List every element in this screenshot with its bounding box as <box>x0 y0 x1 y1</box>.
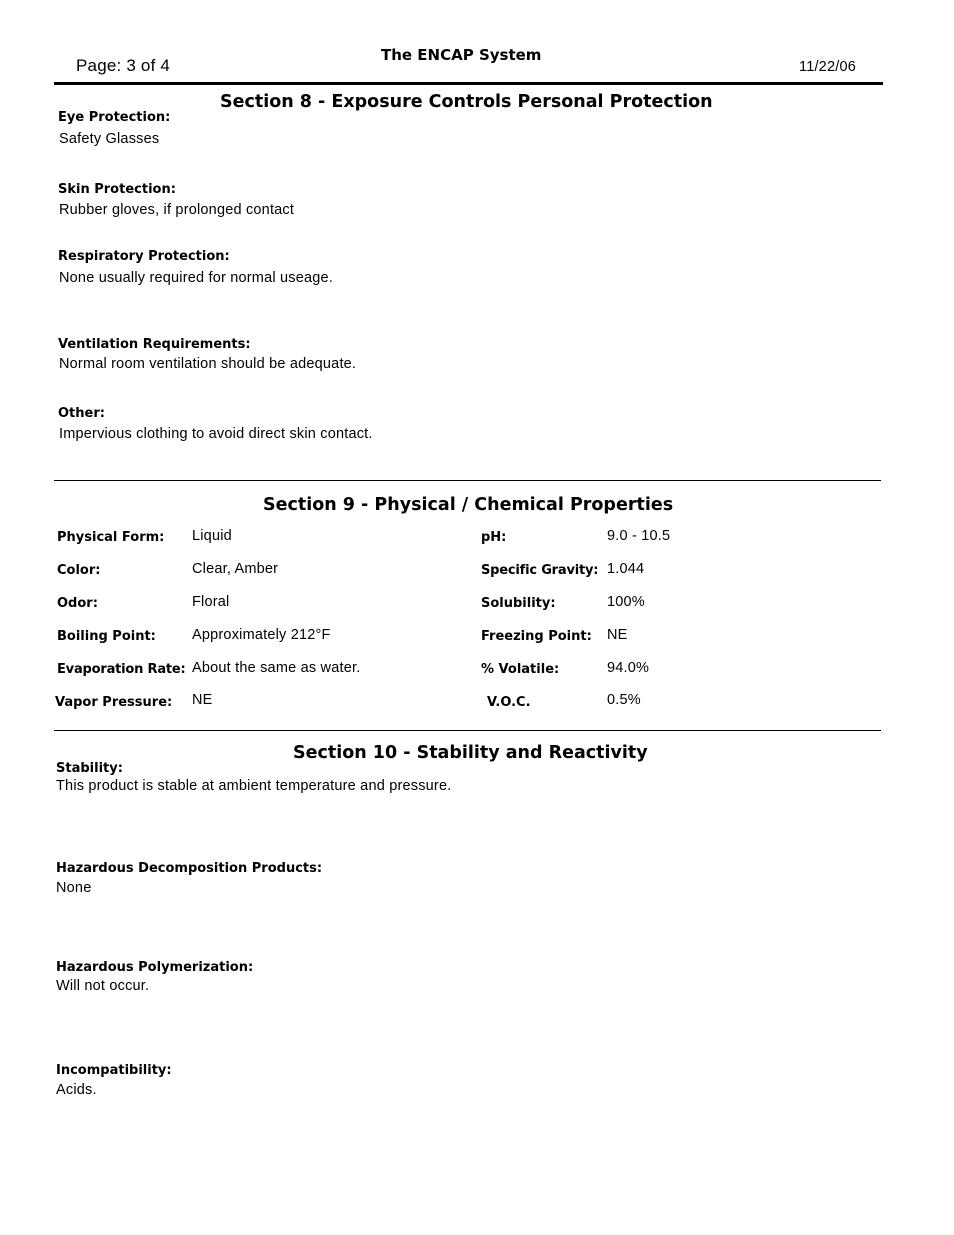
section-10-title: Section 10 - Stability and Reactivity <box>293 743 648 763</box>
section-divider <box>54 730 881 731</box>
ventilation-label: Ventilation Requirements: <box>58 337 251 352</box>
property-label: Odor: <box>57 596 98 611</box>
section-9-title: Section 9 - Physical / Chemical Properties <box>263 495 674 515</box>
property-label: Specific Gravity: <box>481 563 599 578</box>
other-label: Other: <box>58 406 105 421</box>
section-8-title: Section 8 - Exposure Controls Personal Protection <box>220 92 713 112</box>
property-label: Boiling Point: <box>57 629 156 644</box>
header-rule <box>54 82 883 85</box>
decomposition-value: None <box>56 880 92 896</box>
property-label: Evaporation Rate: <box>57 662 186 677</box>
property-value: 1.044 <box>607 561 645 577</box>
stability-value: This product is stable at ambient temperature and pressure. <box>56 778 452 794</box>
document-title: The ENCAP System <box>381 46 542 64</box>
property-value: Floral <box>192 594 230 610</box>
property-value: NE <box>192 692 213 708</box>
decomposition-label: Hazardous Decomposition Products: <box>56 861 323 876</box>
stability-label: Stability: <box>56 761 123 776</box>
document-date: 11/22/06 <box>799 59 856 75</box>
property-value: NE <box>607 627 628 643</box>
property-value: About the same as water. <box>192 660 361 676</box>
property-value: Clear, Amber <box>192 561 279 577</box>
skin-protection-label: Skin Protection: <box>58 182 176 197</box>
property-label: Vapor Pressure: <box>55 695 173 710</box>
property-label: Freezing Point: <box>481 629 592 644</box>
polymerization-value: Will not occur. <box>56 978 150 994</box>
property-value: 9.0 - 10.5 <box>607 528 671 544</box>
property-value: Approximately 212°F <box>192 627 331 643</box>
eye-protection-value: Safety Glasses <box>59 131 160 147</box>
property-label: % Volatile: <box>481 662 560 677</box>
property-label: V.O.C. <box>487 695 531 710</box>
property-label: pH: <box>481 530 507 545</box>
property-value: 94.0% <box>607 660 650 676</box>
respiratory-protection-label: Respiratory Protection: <box>58 249 230 264</box>
other-value: Impervious clothing to avoid direct skin contact. <box>59 426 373 442</box>
property-label: Solubility: <box>481 596 556 611</box>
respiratory-protection-value: None usually required for normal useage. <box>59 270 333 286</box>
section-divider <box>54 480 881 481</box>
polymerization-label: Hazardous Polymerization: <box>56 960 254 975</box>
property-value: Liquid <box>192 528 232 544</box>
eye-protection-label: Eye Protection: <box>58 110 171 125</box>
property-label: Physical Form: <box>57 530 165 545</box>
skin-protection-value: Rubber gloves, if prolonged contact <box>59 202 295 218</box>
ventilation-value: Normal room ventilation should be adequate. <box>59 356 357 372</box>
incompatibility-label: Incompatibility: <box>56 1063 172 1078</box>
property-value: 100% <box>607 594 645 610</box>
property-value: 0.5% <box>607 692 641 708</box>
page-number: Page: 3 of 4 <box>76 56 171 75</box>
property-label: Color: <box>57 563 101 578</box>
incompatibility-value: Acids. <box>56 1082 97 1098</box>
